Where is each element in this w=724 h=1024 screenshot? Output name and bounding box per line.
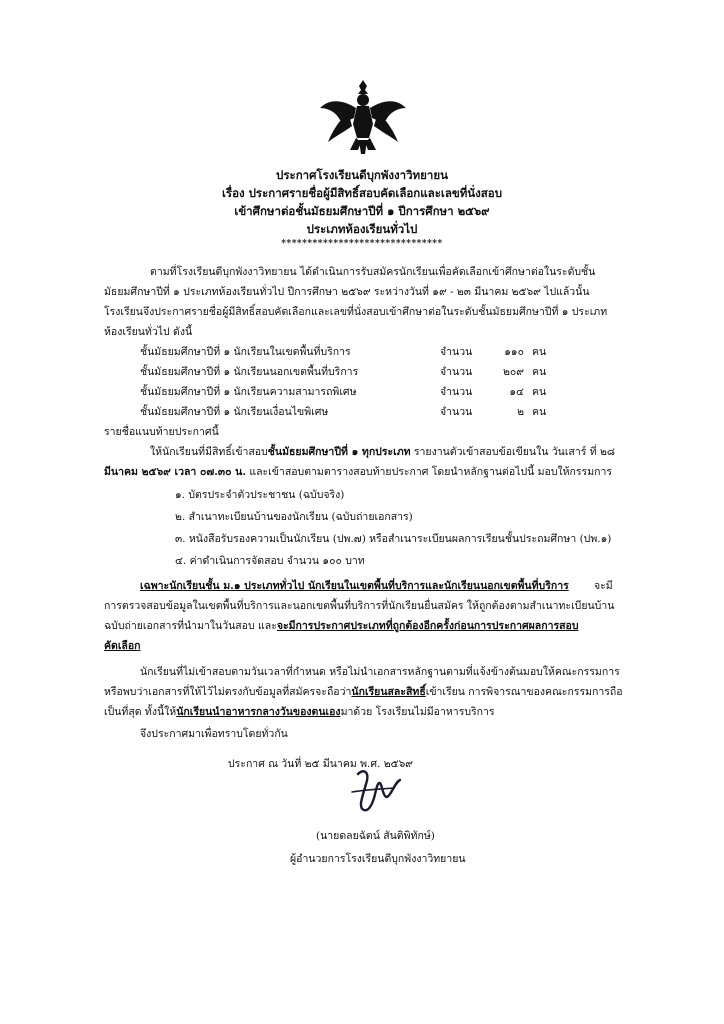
quota-unit: คน (532, 386, 547, 398)
absence-note-text: หรือพบว่าเอกสารที่ให้ไว้ไม่ตรงกับข้อมูลที่สมัครจะถือว่า (104, 686, 352, 698)
absence-note-line-3 (104, 705, 495, 719)
quota-label: ชั้นมัธยมศึกษาปีที่ ๑ นักเรียนเงื่อนไขพิเศษ (140, 406, 329, 418)
quota-count: ๑๔ (509, 386, 524, 398)
quota-count: ๒๐๙ (502, 366, 524, 378)
intro-line-4: ห้องเรียนทั่วไป ดังนี้ (104, 326, 193, 338)
quota-word: จำนวน (440, 366, 473, 378)
attached-list-note: รายชื่อแนบท้ายประกาศนี้ (104, 426, 219, 438)
required-doc: ๓. หนังสือรับรองความเป็นนักเรียน (ปพ.๗) หรือสำเนาระเบียนผลการเรียนชั้นประถมศึกษา (ปพ.๑) (175, 533, 612, 545)
signer-title: ผู้อำนวยการโรงเรียนดีบุกพังงาวิทยายน (290, 853, 466, 865)
announcement-category: ประเภทห้องเรียนทั่วไป (306, 222, 418, 236)
lunch-emphasis: นักเรียนนำอาหารกลางวันของตนเอง (176, 706, 341, 718)
quota-unit: คน (532, 346, 547, 358)
garuda-emblem-icon (318, 78, 408, 158)
report-line-2 (104, 465, 612, 479)
special-note-heading: เฉพาะนักเรียนชั้น ม.๑ ประเภททั่วไป นักเรียนในเขตพื้นที่บริการและนักเรียนนอกเขตพื้นที่บริการ (140, 580, 569, 592)
forfeit-emphasis: นักเรียนสละสิทธิ์ (351, 686, 426, 698)
special-note-emphasis: คัดเลือก (104, 640, 141, 652)
quota-word: จำนวน (440, 406, 473, 418)
report-text: รายงานตัวเข้าสอบข้อเขียนใน วันเสาร์ ที่ ๒๘ (410, 446, 615, 458)
announcement-title: ประกาศโรงเรียนดีบุกพังงาวิทยายน (276, 168, 448, 182)
absence-note-text: มาด้วย โรงเรียนไม่มีอาหารบริการ (340, 706, 495, 718)
quota-word: จำนวน (440, 346, 473, 358)
quota-label: ชั้นมัธยมศึกษาปีที่ ๑ นักเรียนในเขตพื้นที่บริการ (140, 346, 351, 358)
quota-word: จำนวน (440, 386, 473, 398)
special-note-text: จะมี (594, 580, 613, 592)
absence-note: นักเรียนที่ไม่เข้าสอบตามวันเวลาที่กำหนด หรือไม่นำเอกสารหลักฐานตามที่แจ้งข้างต้นมอบให้คณะกรรมการ (140, 666, 620, 678)
special-note-text: การตรวจสอบข้อมูลในเขตพื้นที่บริการและนอกเขตพื้นที่บริการที่นักเรียนยื่นสมัคร ให้ถูกต้องตามสำเนาทะเบียนบ้าน (104, 600, 615, 612)
report-text: ให้นักเรียนที่มีสิทธิ์เข้าสอบ (150, 446, 268, 458)
required-doc: ๑. บัตรประจำตัวประชาชน (ฉบับจริง) (175, 489, 345, 501)
report-grade-all: ชั้นมัธยมศึกษาปีที่ ๑ ทุกประเภท (267, 446, 411, 458)
absence-note-text: เข้าเรียน การพิจารณาของคณะกรรมการถือ (425, 686, 623, 698)
report-line-1 (150, 445, 615, 459)
star-divider: ******************************* (281, 239, 443, 249)
absence-note-text: เป็นที่สุด ทั้งนี้ให้ (104, 706, 177, 718)
report-text: และเข้าสอบตามตารางสอบท้ายประกาศ โดยนำหลักฐานต่อไปนี้ มอบให้กรรมการ (245, 466, 613, 478)
quota-unit: คน (532, 366, 547, 378)
required-doc: ๒. สำเนาทะเบียนบ้านของนักเรียน (ฉบับถ่ายเอกสาร) (175, 511, 413, 523)
announcement-date: ประกาศ ณ วันที่ ๒๕ มีนาคม พ.ศ. ๒๕๖๙ (228, 758, 413, 770)
announcement-subject: เรื่อง ประกาศรายชื่อผู้มีสิทธิ์สอบคัดเลือกและเลขที่นั่งสอบ (221, 186, 503, 200)
signature-icon (344, 764, 404, 816)
special-note-line-3 (104, 619, 579, 633)
required-doc: ๔. ค่าดำเนินการจัดสอบ จำนวน ๑๐๐ บาท (175, 555, 365, 567)
absence-note-line-2 (104, 685, 623, 699)
intro-line-2: มัธยมศึกษาปีที่ ๑ ประเภทห้องเรียนทั่วไป ปีการศึกษา ๒๕๖๙ ระหว่างวันที่ ๑๙ - ๒๓ มีนาคม ๒๕๖๙ ไปแล้วนั้น (104, 286, 590, 298)
signer-name: (นายดลยฉัตน์ สันติพิทักษ์) (316, 830, 435, 842)
special-note-emphasis: จะมีการประกาศประเภทที่ถูกต้องอีกครั้งก่อนการประกาศผลการสอบ (276, 620, 579, 632)
special-note-text: ฉบับถ่ายเอกสารที่นำมาในวันสอบ และ (104, 620, 277, 632)
report-datetime: มีนาคม ๒๕๖๙ เวลา ๐๗.๓๐ น. (104, 466, 246, 478)
quota-count: ๑๑๐ (504, 346, 524, 358)
announcement-subject-line2: เข้าศึกษาต่อชั้นมัธยมศึกษาปีที่ ๑ ปีการศึกษา ๒๕๖๙ (234, 204, 490, 218)
quota-unit: คน (532, 406, 547, 418)
closing-statement: จึงประกาศมาเพื่อทราบโดยทั่วกัน (140, 728, 288, 740)
quota-label: ชั้นมัธยมศึกษาปีที่ ๑ นักเรียนนอกเขตพื้นที่บริการ (140, 366, 359, 378)
quota-label: ชั้นมัธยมศึกษาปีที่ ๑ นักเรียนความสามารถพิเศษ (140, 386, 357, 398)
intro-line-1: ตามที่โรงเรียนดีบุกพังงาวิทยายน ได้ดำเนินการรับสมัครนักเรียนเพื่อคัดเลือกเข้าศึกษาต่อในระดับชั้น (150, 266, 596, 278)
intro-line-3: โรงเรียนจึงประกาศรายชื่อผู้มีสิทธิ์สอบคัดเลือกและเลขที่นั่งสอบเข้าศึกษาต่อในระดับชั้นมัธยมศึกษาปีที่ ๑ ประเภท (104, 306, 608, 318)
quota-count: ๒ (517, 406, 524, 418)
